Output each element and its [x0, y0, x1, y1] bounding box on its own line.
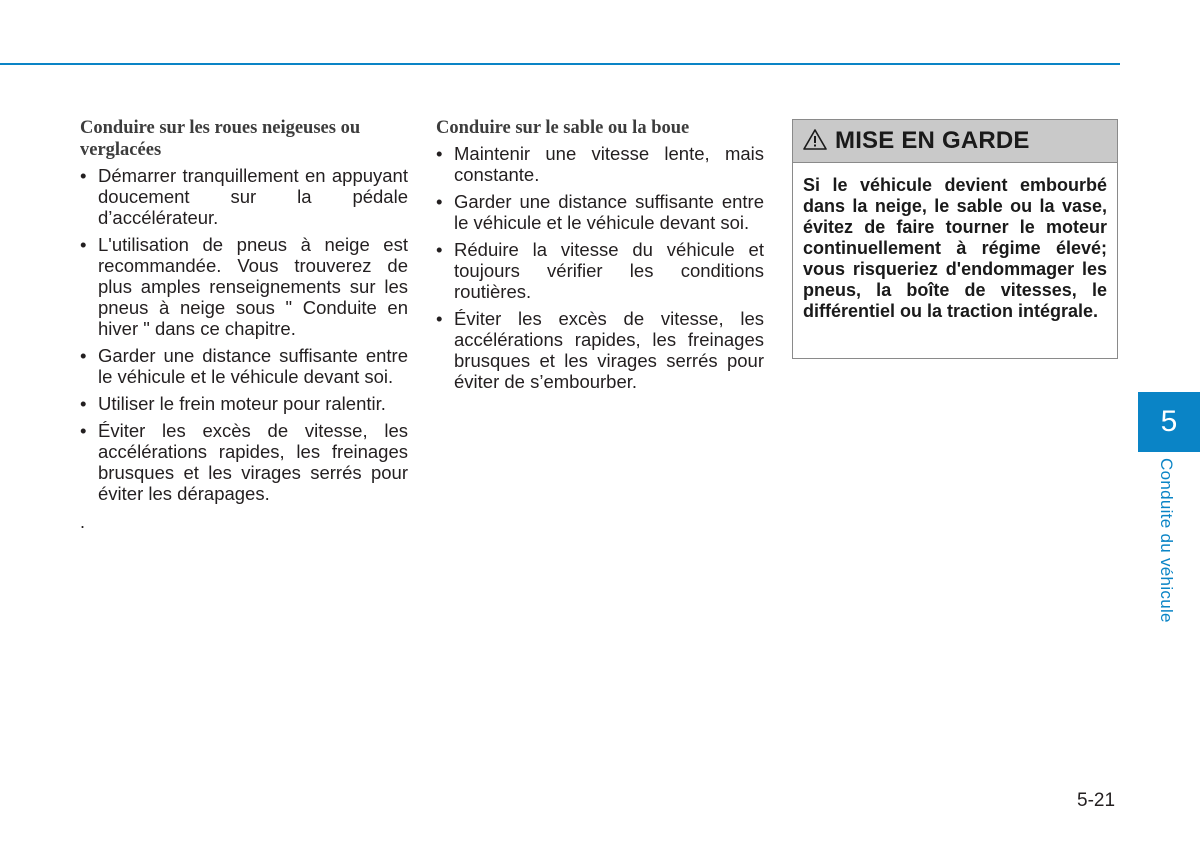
warning-body: Si le véhicule devient embourbé dans la neige, le sable ou la vase, évitez de faire tourner le moteur continuellement à régime élevé; vous risqueriez d'endommager les pneus, la boîte de vitesses, le différentiel ou la traction intégrale.: [803, 175, 1107, 321]
column-sand-mud: [436, 117, 764, 398]
bullet-icon: •: [436, 191, 443, 212]
list-item: • Maintenir une vitesse lente, mais constante.: [436, 143, 764, 185]
list-item: • Éviter les excès de vitesse, les accélérations rapides, les freinages brusques et les virages serrés pour éviter de s’embourber.: [436, 308, 764, 392]
bullet-icon: •: [436, 239, 443, 260]
list-item: • Éviter les excès de vitesse, les accélérations rapides, les freinages brusques et les virages serrés pour éviter les dérapages.: [80, 420, 408, 504]
list-item: • Garder une distance suffisante entre le véhicule et le véhicule devant soi.: [436, 191, 764, 233]
bullet-list-snow-ice: [80, 165, 408, 504]
page-number: 5-21: [1077, 790, 1116, 811]
bullet-icon: •: [80, 165, 87, 186]
section-heading-sand-mud: Conduire sur le sable ou la boue: [436, 118, 690, 138]
warning-triangle-icon: [803, 128, 827, 155]
section-heading-snow-ice: Conduire sur les roues neigeuses ou verglacées: [80, 118, 361, 160]
list-item: • Démarrer tranquillement en appuyant doucement sur la pédale d’accélérateur.: [80, 165, 408, 228]
bullet-icon: •: [80, 393, 87, 414]
list-item: • L'utilisation de pneus à neige est recommandée. Vous trouverez de plus amples renseignements sur les pneus à neige sous " Conduite en hiver " dans ce chapitre.: [80, 234, 408, 339]
list-item: • Utiliser le frein moteur pour ralentir.: [80, 393, 386, 414]
bullet-list-sand-mud: [436, 143, 764, 392]
bullet-icon: •: [436, 308, 443, 329]
bullet-icon: •: [80, 234, 87, 255]
bullet-icon: •: [436, 143, 443, 164]
list-item: • Garder une distance suffisante entre le véhicule et le véhicule devant soi.: [80, 345, 408, 387]
top-divider: [0, 63, 1120, 65]
warning-box: [792, 119, 1118, 359]
warning-title: MISE EN GARDE: [835, 127, 1030, 154]
bullet-icon: •: [80, 345, 87, 366]
bullet-icon: •: [80, 420, 87, 441]
stray-mark: .: [80, 512, 86, 532]
chapter-number-tab: 5: [1138, 392, 1200, 452]
chapter-title: Conduite du véhicule: [1157, 458, 1176, 623]
column-snow-ice: [80, 117, 408, 533]
warning-header: [793, 120, 1117, 163]
list-item: • Réduire la vitesse du véhicule et toujours vérifier les conditions routières.: [436, 239, 764, 302]
